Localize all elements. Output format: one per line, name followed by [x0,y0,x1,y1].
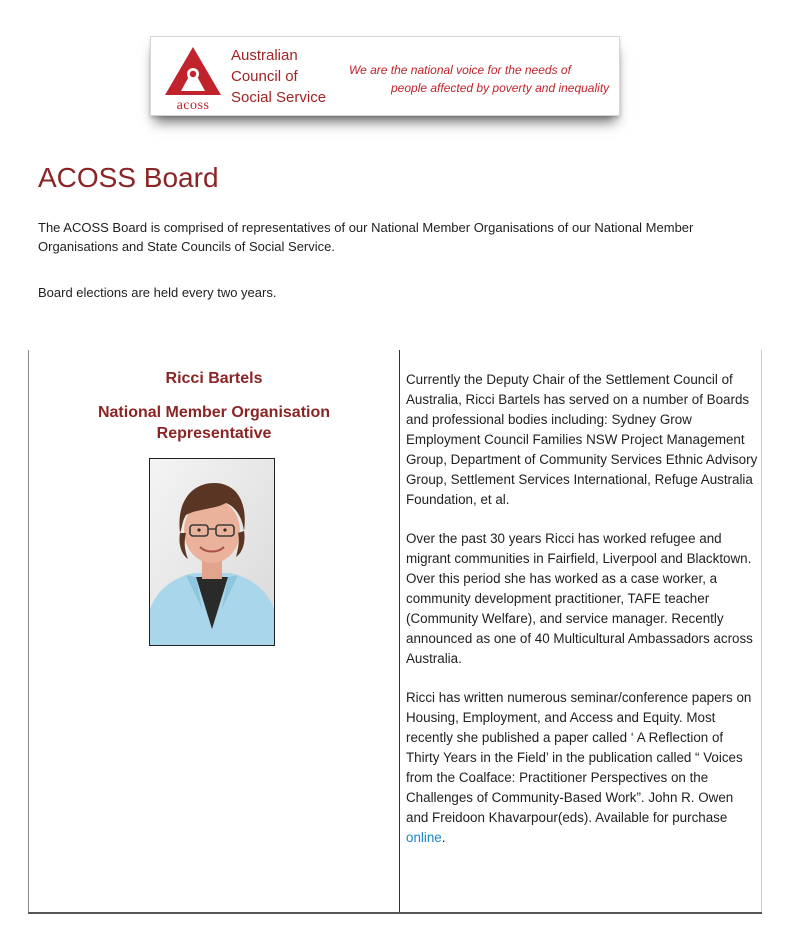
page-title: ACOSS Board [38,162,219,193]
org-name-line-1: Australian [231,47,298,64]
member-profile-cell [29,350,399,444]
tagline-line-2: people affected by poverty and inequality [391,81,610,95]
bio-paragraph: Currently the Deputy Chair of the Settlement Council of Australia, Ricci Bartels has served on a number of Boards and professional bodies including: Sydney Grow Employment Council Families NSW Project Management Group, Department of Community Services Ethnic Advisory Group, Settlement Services International, Refuge Australia Foundation, et al. [406,372,758,507]
table-border-bottom [28,912,762,914]
portrait-photo-icon [150,459,274,645]
member-name: Ricci Bartels [165,370,263,387]
org-name-line-2: Council of [231,68,298,85]
elections-note: Board elections are held every two years. [38,285,277,300]
purchase-online-link[interactable]: online [406,830,442,845]
acoss-logo-icon[interactable] [161,43,225,113]
member-bio-cell [406,370,758,867]
table-column-divider [399,350,400,914]
header-banner [150,36,620,118]
intro-paragraph: The ACOSS Board is comprised of representatives of our National Member Organisations of our National Member Organisations and State Councils of Social Service. [38,220,694,254]
member-photo [149,458,275,646]
bio-paragraph-with-link: Ricci has written numerous seminar/conference papers on Housing, Employment, and Access and Equity. Most recently she published a paper called ‘ A Reflection of Thirty Years in the Field’ in the publication called “ Voices from the Coalface: Practitioner Perspectives on the Challenges of Community-Based Work”. John R. Owen and Freidoon Khavarpour(eds). Available for purchase online. [406,690,752,845]
tagline-line-1: We are the national voice for the needs of [349,63,571,77]
org-name-line-3: Social Service [231,89,327,106]
banner-panel [150,36,620,116]
member-role: National Member Organisation Representative [97,404,331,442]
tagline [349,61,613,97]
table-border-right [761,350,762,912]
logo-wordmark: acoss [176,98,210,113]
bio-paragraph: Over the past 30 years Ricci has worked refugee and migrant communities in Fairfield, Liverpool and Blacktown. Over this period she has worked as a case worker, a community development practitioner, TAFE teacher (Community Welfare), and service manager. Recently announced as one of 40 Multicultural Ambassadors across Australia. [406,531,753,666]
organisation-name [231,45,351,108]
board-member-table [28,350,762,914]
bio-paragraph-text: Ricci has written numerous seminar/conference papers on Housing, Employment, and Access and Equity. Most recently she published a paper called ‘ A Reflection of Thirty Years in the Field’ in the publication called “ Voices from the Coalface: Practitioner Perspectives on the Challenges of Community-Based Work”. John R. Owen and Freidoon Khavarpour(eds). Available for purchase [406,690,752,825]
